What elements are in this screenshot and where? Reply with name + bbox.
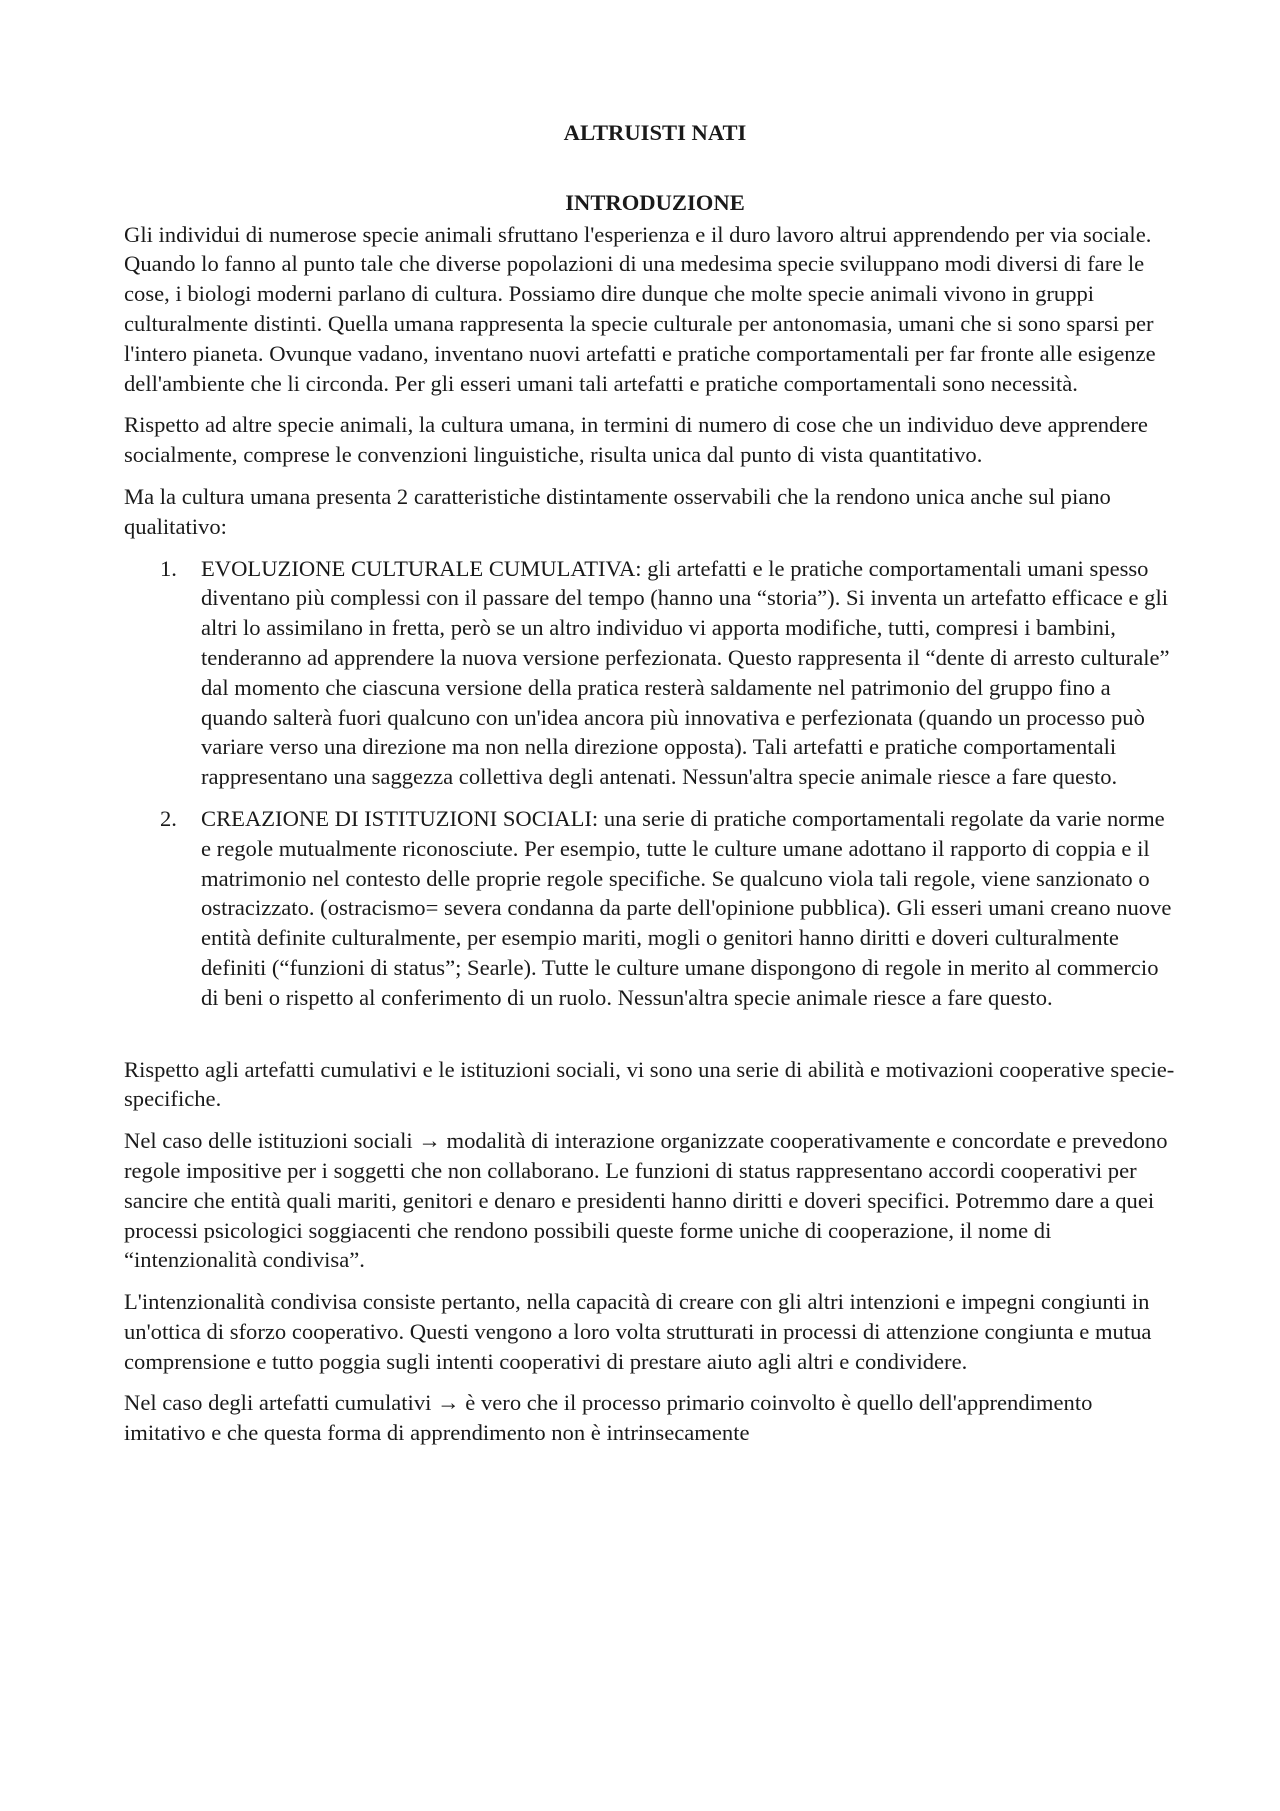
list-item-text: CREAZIONE DI ISTITUZIONI SOCIALI: una serie di pratiche comportamentali regolate da varie norme e regole mutualmente riconosciute. Per esempio, tutte le culture umane adottano il rapporto di coppia e il matrimonio nel contesto delle proprie regole specifiche. Se qualcuno viola tali regole, viene sanzionato o ostracizzato. (ostracismo= severa condanna da parte dell'opinione pubblica). Gli esseri umani creano nuove entità definite culturalmente, per esempio mariti, mogli o genitori hanno diritti e doveri culturalmente definiti (“funzioni di status”; Searle). Tutte le culture umane dispongono di regole in merito al commercio di beni o rispetto al conferimento di un ruolo. Nessun'altra specie animale riesce a fare questo.: [201, 805, 1172, 1010]
paragraph: Nel caso delle istituzioni sociali → modalità di interazione organizzate cooperativamente e concordate e prevedono regole impositive per i soggetti che non collaborano. Le funzioni di status rappresentano accordi cooperativi per sancire che entità quali mariti, genitori e denaro e presidenti hanno diritti e doveri specifici. Potremmo dare a quei processi psicologici soggiacenti che rendono possibili queste forme uniche di cooperazione, il nome di “intenzionalità condivisa”.: [124, 1128, 1168, 1273]
list-item-text: EVOLUZIONE CULTURALE CUMULATIVA: gli artefatti e le pratiche comportamentali umani spesso diventano più complessi con il passare del tempo (hanno una “storia”). Si inventa un artefatto efficace e gli altri lo assimilano in fretta, però se un altro individuo vi apporta modifiche, tutti, compresi i bambini, tenderanno ad apprendere la nuova versione perfezionata. Questo rappresenta il “dente di arresto culturale” dal momento che ciascuna versione della pratica resterà saldamente nel patrimonio del gruppo fino a quando salterà fuori qualcuno con un'idea ancora più innovativa e perfezionata (quando un processo può variare verso una direzione ma non nella direzione opposta). Tali artefatti e pratiche comportamentali rappresentano una saggezza collettiva degli antenati. Nessun'altra specie animale riesce a fare questo.: [201, 555, 1170, 790]
paragraph: Rispetto agli artefatti cumulativi e le istituzioni sociali, vi sono una serie di abilità e motivazioni cooperative specie-specifiche.: [124, 1056, 1175, 1112]
spacer: [124, 1025, 1176, 1055]
document-title: ALTRUISTI NATI: [563, 120, 747, 145]
list-item: [124, 554, 1176, 792]
numbered-list: [124, 554, 1176, 1013]
paragraph: L'intenzionalità condivisa consiste pertanto, nella capacità di creare con gli altri intenzioni e impegni congiunti in un'ottica di sforzo cooperativo. Questi vengono a loro volta strutturati in processi di attenzione congiunta e mutua comprensione e tutto poggia sugli intenti cooperativi di prestare aiuto agli altri e condividere.: [124, 1289, 1152, 1374]
list-item: [124, 804, 1176, 1013]
paragraph: Ma la cultura umana presenta 2 caratteristiche distintamente osservabili che la rendono unica anche sul piano qualitativo:: [124, 483, 1111, 539]
section-heading: INTRODUZIONE: [565, 189, 745, 215]
paragraph: Rispetto ad altre specie animali, la cultura umana, in termini di numero di cose che un individuo deve apprendere socialmente, comprese le convenzioni linguistiche, risulta unica dal punto di vista quantitativo.: [124, 412, 1148, 468]
document-page: [124, 118, 1176, 1460]
paragraph: Gli individui di numerose specie animali sfruttano l'esperienza e il duro lavoro altrui apprendendo per via sociale. Quando lo fanno al punto tale che diverse popolazioni di una medesima specie sviluppano modi diversi di fare le cose, i biologi moderni parlano di cultura. Possiamo dire dunque che molte specie animali vivono in gruppi culturalmente distinti. Quella umana rappresenta la specie culturale per antonomasia, umani che si sono sparsi per l'intero pianeta. Ovunque vadano, inventano nuovi artefatti e pratiche comportamentali per far fronte alle esigenze dell'ambiente che li circonda. Per gli esseri umani tali artefatti e pratiche comportamentali sono necessità.: [124, 221, 1156, 396]
list-item-number: 1.: [160, 555, 177, 581]
list-item-number: 2.: [160, 805, 177, 831]
paragraph: Nel caso degli artefatti cumulativi → è vero che il processo primario coinvolto è quello dell'apprendimento imitativo e che questa forma di apprendimento non è intrinsecamente: [124, 1390, 1093, 1446]
